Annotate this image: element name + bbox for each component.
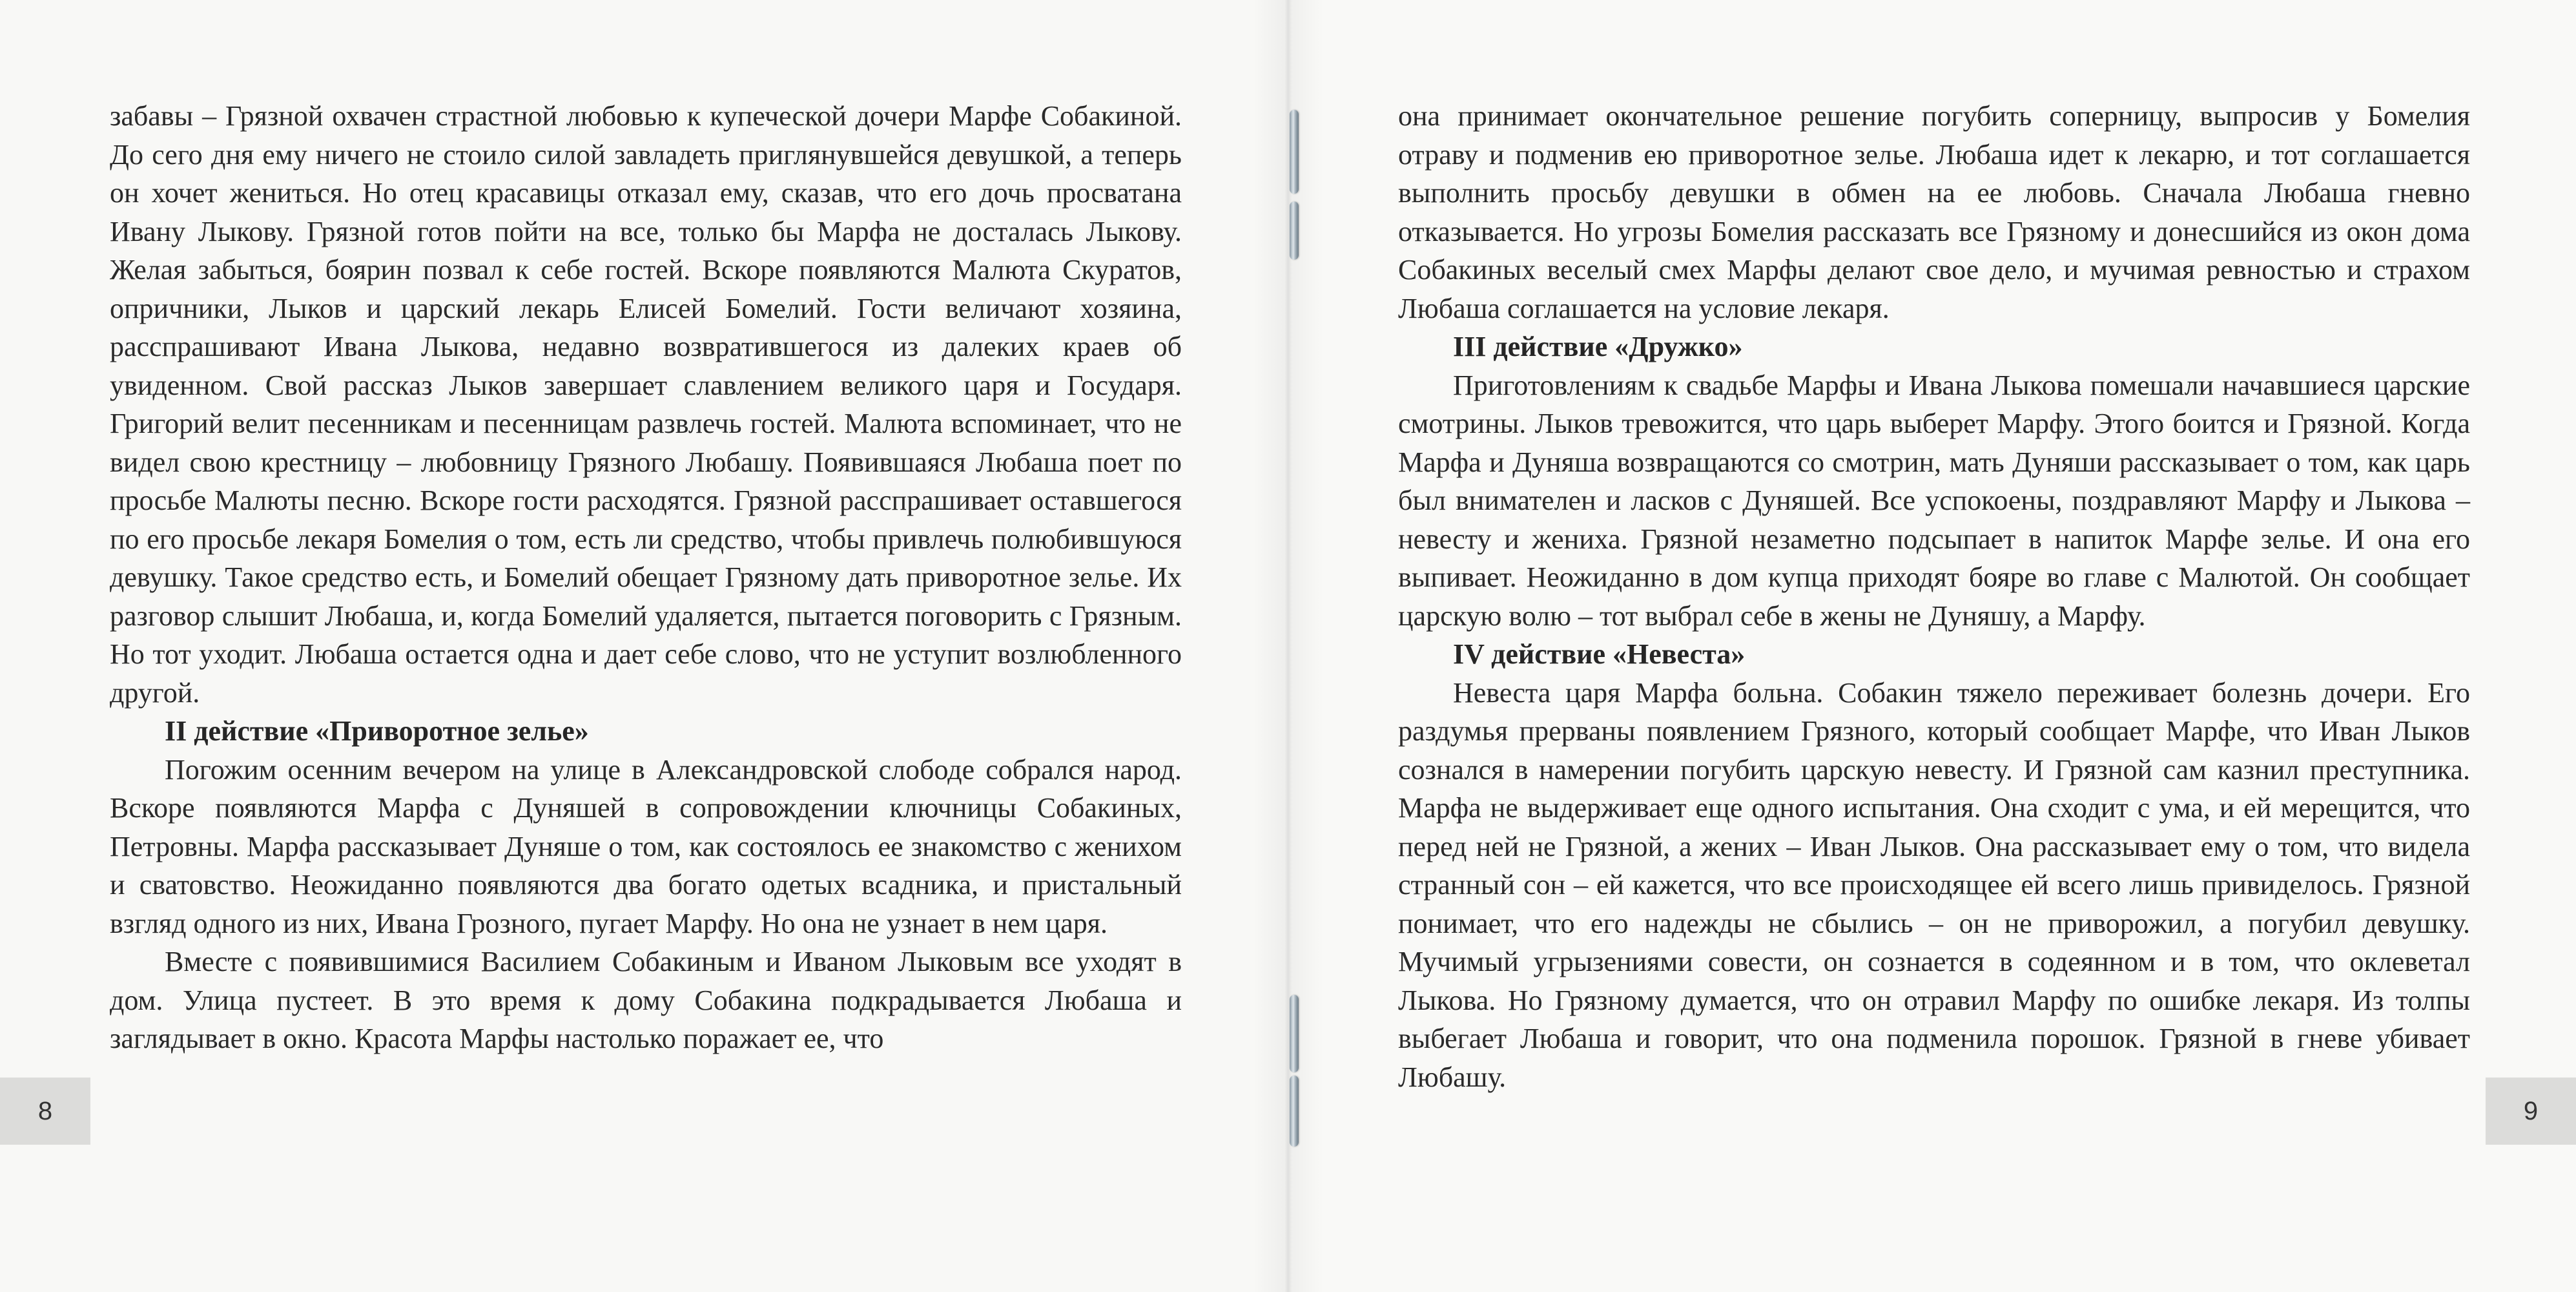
page-number-left: 8 — [0, 1078, 90, 1145]
paragraph: Невеста царя Марфа больна. Собакин тяжело переживает болезнь дочери. Его раздумья прерваны появлением Грязного, который сообщает Марфе, что Иван Лыков сознался в намерении погубить царскую невесту. И Грязной сам казнил преступника. Марфа не выдерживает еще одного испытания. Она сходит с ума, и ей мерещится, что перед ней не Грязной, а жених – Иван Лыков. Она рассказывает ему о том, что видела странный сон – ей кажется, что все происходящее ей всего лишь привиделось. Грязной понимает, что его надежды не сбылись – он не приворожил, а погубил девушку. Мучимый угрызениями совести, он сознается в содеянном и в том, что оклеветал Лыкова. Но Грязному думается, что он отравил Марфу по ошибке лекаря. Из толпы выбегает Любаша и говорит, что она подменила порошок. Грязной в гневе убивает Любашу. — [1398, 676, 2470, 1093]
paragraph: забавы – Грязной охвачен страстной любовью к купеческой дочери Марфе Собакиной. До сего дня ему ничего не стоило силой завладеть приглянувшейся девушкой, а теперь он хочет жениться. Но отец красавицы отказал ему, сказав, что его дочь просватана Ивану Лыкову. Грязной готов пойти на все, только бы Марфа не досталась Лыкову. Желая забыться, боярин позвал к себе гостей. Вскоре появляются Малюта Скуратов, опричники, Лыков и царский лекарь Елисей Бомелий. Гости величают хозяина, расспрашивают Ивана Лыкова, недавно возвратившегося из далеких краев об увиденном. Свой рассказ Лыков завершает славлением великого царя и Государя. Григорий велит песенникам и песенницам развлечь гостей. Малюта вспоминает, что не видел свою крестницу – любовницу Грязного Любашу. Появившаяся Любаша поет по просьбе Малюты песню. Вскоре гости расходятся. Грязной расспрашивает оставшегося по его просьбе лекаря Бомелия о том, есть ли средство, чтобы привлечь полюбившуюся девушку. Такое средство есть, и Бомелий обещает Грязному дать приворотное зелье. Их разговор слышит Любаша, и, когда Бомелий удаляется, пытается поговорить с Грязным. Но тот уходит. Любаша остается одна и дает себе слово, что не уступит возлюбленного другой. — [110, 100, 1182, 709]
paragraph: Приготовлениям к свадьбе Марфы и Ивана Лыкова помешали начавшиеся царские смотрины. Лыков тревожится, что царь выберет Марфу. Этого боится и Грязной. Когда Марфа и Дуняша возвращаются со смотрин, мать Дуняши рассказывает о том, как царь был внимателен и ласков с Дуняшей. Все успокоены, поздравляют Марфу и Лыкова – невесту и жениха. Грязной незаметно подсыпает в напиток Марфе зелье. И она его выпивает. Неожиданно в дом купца приходят бояре во главе с Малютой. Он сообщает царскую волю – тот выбрал себе в жены не Дуняшу, а Марфу. — [1398, 369, 2470, 632]
paragraph: Вместе с появившимися Василием Собакиным и Иваном Лыковым все уходят в дом. Улица пустеет. В это время к дому Собакина подкрадывается Любаша и заглядывает в окно. Красота Марфы настолько поражает ее, что — [110, 946, 1182, 1054]
staple-upper-mid — [1290, 202, 1299, 260]
act-heading: II действие «Приворотное зелье» — [165, 715, 589, 747]
page-number-right: 9 — [2486, 1078, 2576, 1145]
left-text-column — [110, 97, 1182, 1058]
paragraph: Погожим осенним вечером на улице в Александровской слободе собрался народ. Вскоре появляются Марфа с Дуняшей в сопровождении ключницы Собакиных, Петровны. Марфа рассказывает Дуняше о том, как состоялось ее знакомство с женихом и сватовство. Неожиданно появляются два богато одетых всадника, и пристальный взгляд одного из них, Ивана Грозного, пугает Марфу. Но она не узнает в нем царя. — [110, 753, 1182, 939]
staple-lower-mid — [1290, 995, 1299, 1072]
staple-bottom — [1290, 1076, 1299, 1147]
paragraph: она принимает окончательное решение погубить соперницу, выпросив у Бомелия отраву и подменив ею приворотное зелье. Любаша идет к лекарю, и тот соглашается выполнить просьбу девушки в обмен на ее любовь. Сначала Любаша гневно отказывается. Но угрозы Бомелия рассказать все Грязному и донесшийся из окон дома Собакиных веселый смех Марфы делают свое дело, и мучимая ревностью и страхом Любаша соглашается на условие лекаря. — [1398, 100, 2470, 324]
act-heading: IV действие «Невеста» — [1453, 638, 1746, 670]
act-heading: III действие «Дружко» — [1453, 331, 1743, 362]
spine-gutter — [1253, 0, 1324, 1292]
right-text-column — [1398, 97, 2470, 1096]
staple-top — [1290, 110, 1299, 194]
